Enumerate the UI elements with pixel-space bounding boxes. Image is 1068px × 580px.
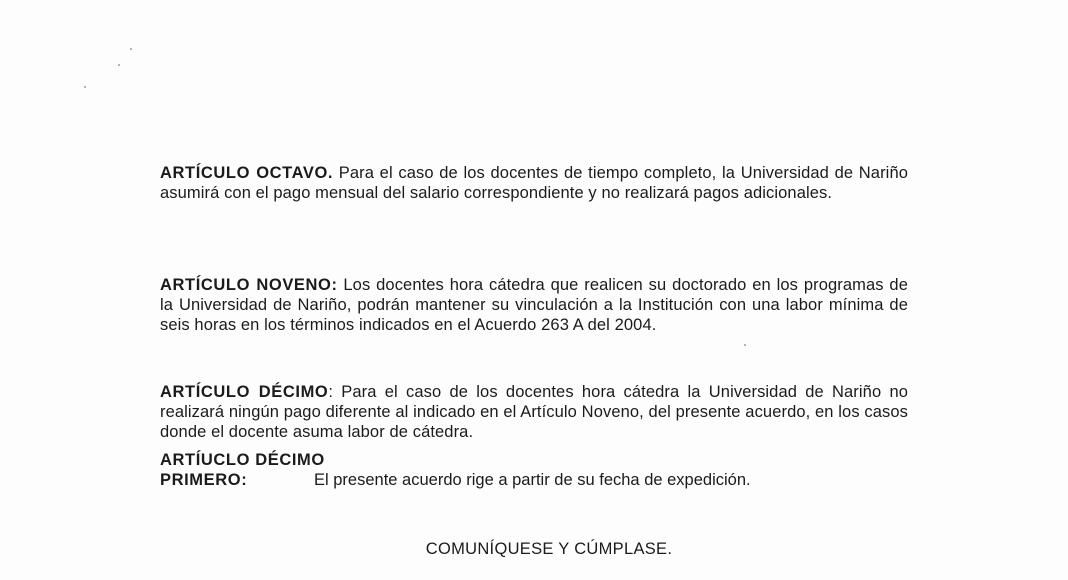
article-noveno	[160, 275, 908, 335]
article-heading-line2: PRIMERO:	[160, 471, 248, 489]
article-body: : Para el caso de los docentes hora cátedra la Universidad de Nariño no realizará ningún pago diferente al indicado en el Artículo Noveno, del presente acuerdo, en los casos donde el docente asuma labor de cátedra.	[160, 382, 909, 441]
article-heading: ARTÍCULO DÉCIMO	[160, 382, 329, 401]
article-decimo	[160, 382, 908, 442]
scan-speck	[130, 48, 132, 50]
article-body: Para el caso de los docentes de tiempo completo, la Universidad de Nariño asumirá con el pago mensual del salario correspondiente y no realizará pagos adicionales.	[160, 163, 908, 202]
article-heading: ARTÍCULO NOVENO:	[160, 275, 338, 294]
scan-speck	[84, 86, 86, 88]
article-body: El presente acuerdo rige a partir de su fecha de expedición.	[314, 471, 751, 489]
article-octavo	[160, 163, 908, 203]
scan-speck	[744, 344, 746, 346]
article-body: Los docentes hora cátedra que realicen su doctorado en los programas de la Universidad de Nariño, podrán mantener su vinculación a la Institución con una labor mínima de seis horas en los términos indicados en el Acuerdo 263 A del 2004.	[160, 275, 908, 334]
article-heading: ARTÍCULO OCTAVO.	[160, 163, 334, 182]
article-decimo-primero	[160, 450, 908, 490]
scan-speck	[118, 64, 120, 66]
closing-statement: COMUNÍQUESE Y CÚMPLASE.	[425, 540, 673, 558]
article-row	[160, 470, 908, 490]
article-heading-line1: ARTÍUCLO DÉCIMO	[160, 451, 325, 469]
